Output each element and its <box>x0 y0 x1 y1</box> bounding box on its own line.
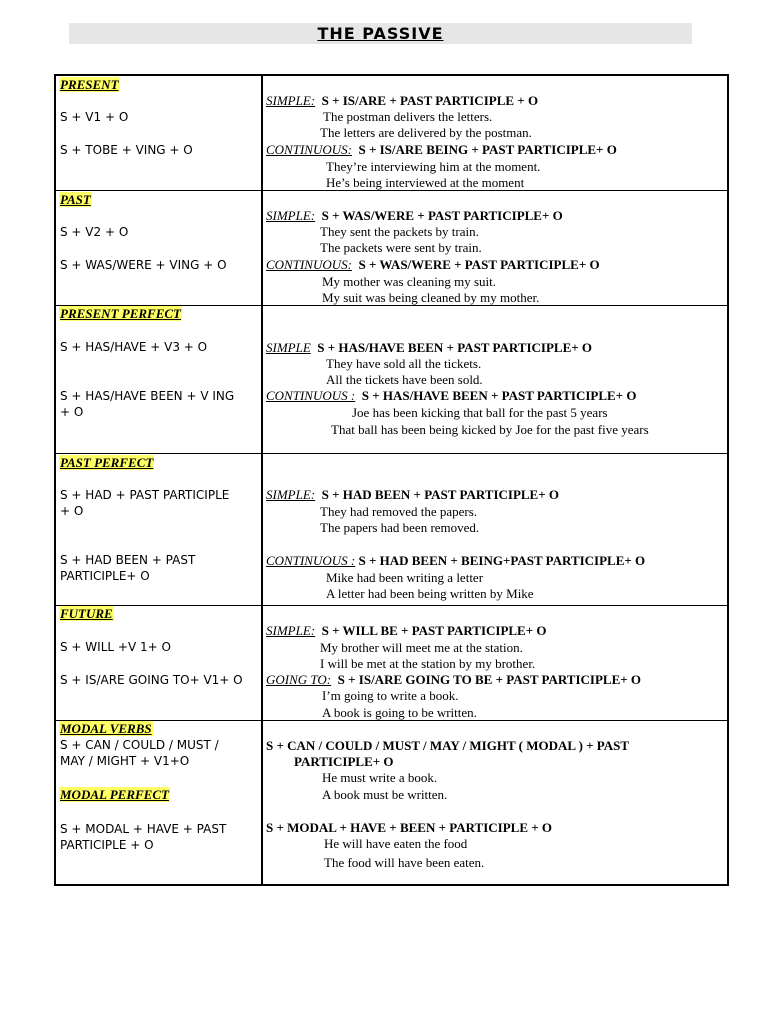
rule-label: GOING TO: <box>266 672 332 687</box>
page-title: THE PASSIVE <box>69 23 692 44</box>
example-active: They’re interviewing him at the moment. <box>326 159 541 174</box>
rule-label: CONTINUOUS : <box>266 553 356 568</box>
active-formula: S + V2 + O <box>60 225 129 239</box>
example-active: The postman delivers the letters. <box>323 109 493 124</box>
example-passive: A letter had been being written by Mike <box>326 586 534 601</box>
example-active: He must write a book. <box>322 770 438 785</box>
example-passive: The letters are delivered by the postman. <box>320 125 532 140</box>
example-active: My mother was cleaning my suit. <box>322 274 497 289</box>
passive-rule: S + MODAL + HAVE + BEEN + PARTICIPLE + O <box>266 820 553 835</box>
row-divider <box>56 605 727 606</box>
rule-label: SIMPLE: <box>266 623 316 638</box>
rule-label: SIMPLE: <box>266 487 316 502</box>
section-heading-future: FUTURE <box>60 606 113 621</box>
passive-rule: CONTINUOUS : S + HAS/HAVE BEEN + PAST PARTICIPLE+ O <box>266 388 637 403</box>
passive-rule: SIMPLE: S + IS/ARE + PAST PARTICIPLE + O <box>266 93 539 108</box>
active-formula: + O <box>60 504 84 518</box>
active-formula: S + IS/ARE GOING TO+ V1+ O <box>60 673 243 687</box>
column-divider <box>261 76 263 884</box>
section-heading-past: PAST <box>60 192 91 207</box>
active-formula: S + HAS/HAVE BEEN + V ING <box>60 389 235 403</box>
row-divider <box>56 190 727 191</box>
rule-label: CONTINUOUS: <box>266 257 352 272</box>
example-passive: The packets were sent by train. <box>320 240 482 255</box>
active-formula: S + WILL +V 1+ O <box>60 640 171 654</box>
example-passive: All the tickets have been sold. <box>326 372 483 387</box>
active-formula: S + HAD BEEN + PAST <box>60 553 196 567</box>
example-passive: The papers had been removed. <box>320 520 480 535</box>
section-heading-modal-verbs: MODAL VERBS <box>60 721 152 736</box>
section-heading-present-perfect: PRESENT PERFECT <box>60 306 181 321</box>
section-heading-modal-perfect: MODAL PERFECT <box>60 787 169 802</box>
example-passive: That ball has been being kicked by Joe for the past five years <box>331 422 649 437</box>
rule-label: CONTINUOUS: <box>266 142 352 157</box>
example-active: My brother will meet me at the station. <box>320 640 523 655</box>
section-heading-past-perfect: PAST PERFECT <box>60 455 154 470</box>
example-active: They sent the packets by train. <box>320 224 479 239</box>
passive-rule: S + CAN / COULD / MUST / MAY / MIGHT ( MODAL ) + PAST <box>266 738 630 753</box>
example-active: I’m going to write a book. <box>322 688 459 703</box>
example-passive: I will be met at the station by my brother. <box>320 656 536 671</box>
active-formula: S + V1 + O <box>60 110 129 124</box>
passive-rule: SIMPLE: S + WILL BE + PAST PARTICIPLE+ O <box>266 623 547 638</box>
passive-rule: SIMPLE: S + HAD BEEN + PAST PARTICIPLE+ O <box>266 487 559 502</box>
passive-rule: PARTICIPLE+ O <box>294 754 394 769</box>
passive-rule: SIMPLE S + HAS/HAVE BEEN + PAST PARTICIPLE+ O <box>266 340 593 355</box>
example-active: They had removed the papers. <box>320 504 478 519</box>
rule-label: SIMPLE <box>266 340 311 355</box>
active-formula: S + HAS/HAVE + V3 + O <box>60 340 208 354</box>
rule-label: CONTINUOUS : <box>266 388 356 403</box>
active-formula: MAY / MIGHT + V1+O <box>60 754 190 768</box>
active-formula: PARTICIPLE+ O <box>60 569 150 583</box>
example-active: Joe has been kicking that ball for the past 5 years <box>352 405 608 420</box>
active-formula: S + HAD + PAST PARTICIPLE <box>60 488 230 502</box>
example-active: Mike had been writing a letter <box>326 570 484 585</box>
passive-rule: SIMPLE: S + WAS/WERE + PAST PARTICIPLE+ O <box>266 208 563 223</box>
active-formula: PARTICIPLE + O <box>60 838 154 852</box>
passive-rule: CONTINUOUS: S + WAS/WERE + PAST PARTICIPLE+ O <box>266 257 600 272</box>
section-heading-present: PRESENT <box>60 77 119 92</box>
passive-rule: CONTINUOUS : S + HAD BEEN + BEING+PAST PARTICIPLE+ O <box>266 553 646 568</box>
example-passive: He’s being interviewed at the moment <box>326 175 525 190</box>
rule-label: SIMPLE: <box>266 93 316 108</box>
active-formula: S + MODAL + HAVE + PAST <box>60 822 227 836</box>
example-passive: A book must be written. <box>322 787 448 802</box>
active-formula: S + TOBE + VING + O <box>60 143 193 157</box>
example-passive: A book is going to be written. <box>322 705 477 720</box>
example-passive: The food will have been eaten. <box>324 855 485 870</box>
passive-table <box>54 74 729 886</box>
passive-rule: CONTINUOUS: S + IS/ARE BEING + PAST PARTICIPLE+ O <box>266 142 617 157</box>
active-formula: S + WAS/WERE + VING + O <box>60 258 227 272</box>
example-passive: My suit was being cleaned by my mother. <box>322 290 540 305</box>
active-formula: + O <box>60 405 84 419</box>
row-divider <box>56 720 727 721</box>
rule-label: SIMPLE: <box>266 208 316 223</box>
example-active: He will have eaten the food <box>324 836 468 851</box>
active-formula: S + CAN / COULD / MUST / <box>60 738 219 752</box>
example-active: They have sold all the tickets. <box>326 356 482 371</box>
row-divider <box>56 453 727 454</box>
passive-rule: GOING TO: S + IS/ARE GOING TO BE + PAST PARTICIPLE+ O <box>266 672 642 687</box>
